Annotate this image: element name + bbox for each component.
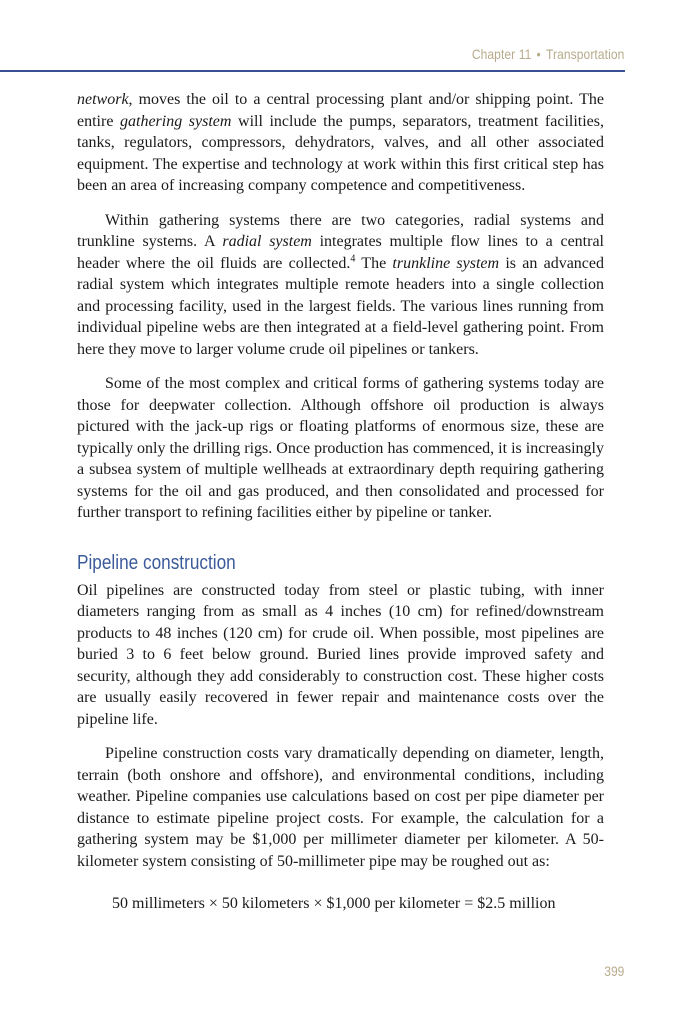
- chapter-label: Chapter 11: [471, 46, 531, 62]
- page-number: 399: [603, 963, 624, 979]
- header-bullet: •: [536, 46, 541, 62]
- footnote-marker[interactable]: 4: [350, 253, 356, 265]
- paragraph-2-text-b: integrates multiple flow lines to a central header where the oil fluids are collected.: [77, 233, 605, 272]
- paragraph-1-text-b: will include the pumps, separators, treatment facilities, tanks, regulators, compressors, dehydrators, valves, and all other associated equipment. The expertise and technology at work within this first critical step has been an area of increasing company competence and competitiveness.: [77, 112, 605, 194]
- paragraph-2: [77, 210, 604, 361]
- paragraph-1: [77, 89, 604, 197]
- term-radial-system: radial system: [222, 233, 312, 250]
- page-body: [77, 89, 604, 872]
- paragraph-2-text-a: Within gathering systems there are two categories, radial systems and trunkline systems. A: [77, 211, 604, 250]
- paragraph-3: Some of the most complex and critical forms of gathering systems today are those for deepwater collection. Although offshore oil production is always pictured with the jack-up rigs or floating platforms of enormous size, these are typically only the drilling rigs. Once production has commenced, it is increasingly a subsea system of multiple wellheads at extraordinary depth requiring gathering systems for the oil and gas produced, and then consolidated and processed for further transport to refining facilities either by pipeline or tanker.: [77, 375, 604, 521]
- paragraph-1-text-a: , moves the oil to a central processing plant and/or shipping point. The entire: [77, 91, 604, 130]
- term-network: network: [77, 91, 129, 108]
- section-label: Transportation: [545, 46, 624, 62]
- cost-equation: 50 millimeters × 50 kilometers × $1,000 per kilometer = $2.5 million: [112, 895, 556, 912]
- header-rule: [0, 70, 625, 72]
- paragraph-2-text-d: is an advanced radial system which integrates multiple remote headers into a single collection and processing facility, used in the largest fields. The various lines running from individual pipeline webs are then integrated at a field-level gathering point. From here they move to larger volume crude oil pipelines or tankers.: [77, 254, 605, 358]
- paragraph-4: Oil pipelines are constructed today from steel or plastic tubing, with inner diameters ranging from as small as 4 inches (10 cm) for refined/downstream products to 48 inches (120 cm) for crude oil. When possible, most pipelines are buried 3 to 6 feet below ground. Buried lines provide improved safety and security, although they add considerably to construction cost. These higher costs are usually easily recovered in fewer repair and maintenance costs over the pipeline life.: [77, 581, 604, 728]
- section-heading: Pipeline construction: [77, 551, 236, 574]
- paragraph-2-text-c: The: [355, 254, 393, 272]
- term-trunkline-system: trunkline system: [392, 254, 500, 272]
- running-header: [471, 46, 624, 62]
- term-gathering-system: gathering system: [120, 112, 232, 130]
- paragraph-5: Pipeline construction costs vary dramatically depending on diameter, length, terrain (both onshore and offshore), and environmental conditions, including weather. Pipeline companies use calculations based on cost per pipe diameter per distance to estimate pipeline project costs. For example, the calculation for a gathering system may be $1,000 per millimeter diameter per kilometer. A 50-kilometer system consisting of 50-millimeter pipe may be roughed out as:: [77, 745, 604, 870]
